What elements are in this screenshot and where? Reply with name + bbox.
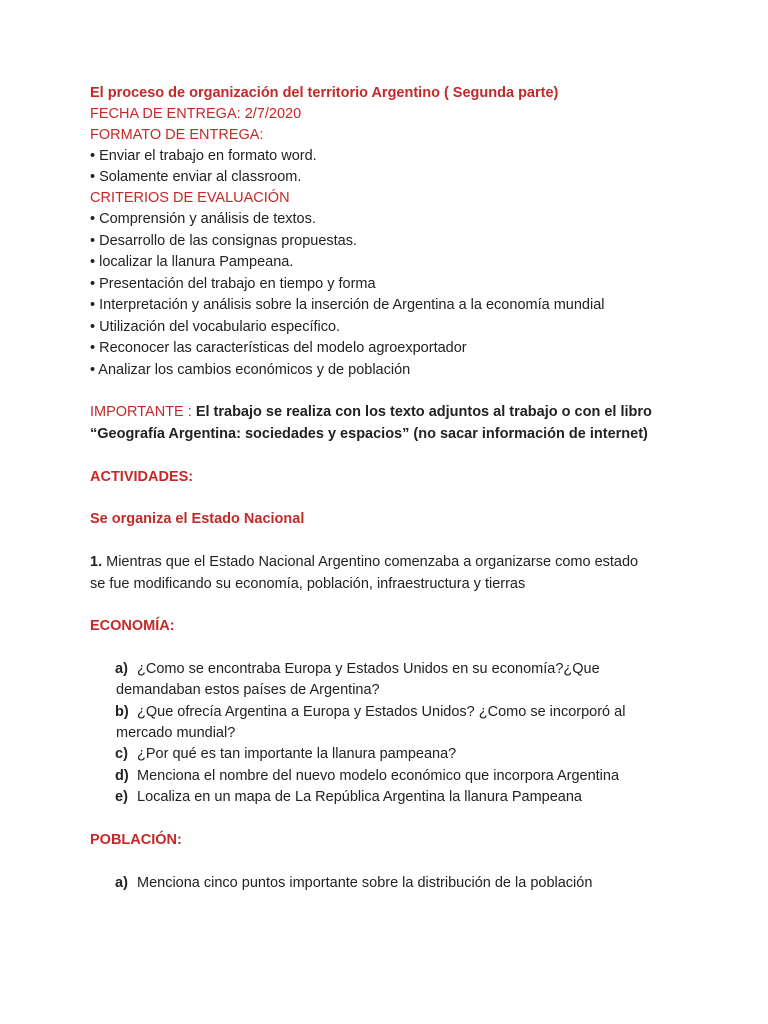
question-1 xyxy=(90,553,638,571)
item-label: a) xyxy=(115,661,128,677)
item-text: Menciona el nombre del nuevo modelo económico que incorpora Argentina xyxy=(137,768,620,784)
item-text: Menciona cinco puntos importante sobre la distribución de la población xyxy=(137,875,593,891)
important-note xyxy=(90,403,652,421)
question-text: Mientras que el Estado Nacional Argentino comenzaba a organizarse como estado xyxy=(102,554,639,570)
document-title: El proceso de organización del territorio Argentino ( Segunda parte) xyxy=(90,85,559,101)
section-heading-economia: ECONOMÍA: xyxy=(90,618,175,634)
item-text: ¿Por qué es tan importante la llanura pampeana? xyxy=(137,746,457,762)
item-continued: demandaban estos países de Argentina? xyxy=(116,682,380,698)
section-heading-poblacion: POBLACIÓN: xyxy=(90,832,182,848)
important-label: IMPORTANTE : xyxy=(90,404,196,420)
item-text: ¿Como se encontraba Europa y Estados Unidos en su economía?¿Que xyxy=(137,661,600,677)
list-item xyxy=(115,874,592,892)
list-item xyxy=(115,767,619,785)
criteria-item: • Comprensión y análisis de textos. xyxy=(90,211,316,227)
format-heading: FORMATO DE ENTREGA: xyxy=(90,127,264,143)
criteria-item: • Reconocer las características del modelo agroexportador xyxy=(90,340,467,356)
activities-heading: ACTIVIDADES: xyxy=(90,469,194,485)
question-1-continued: se fue modificando su economía, población, infraestructura y tierras xyxy=(90,576,526,592)
item-label: c) xyxy=(115,746,128,762)
item-continued: mercado mundial? xyxy=(116,725,236,741)
section-heading-estado: Se organiza el Estado Nacional xyxy=(90,511,305,527)
item-label: a) xyxy=(115,875,128,891)
question-number: 1. xyxy=(90,554,103,570)
criteria-item: • localizar la llanura Pampeana. xyxy=(90,254,294,270)
important-text-continued: “Geografía Argentina: sociedades y espacios” (no sacar información de internet) xyxy=(90,426,648,442)
item-label: b) xyxy=(115,704,129,720)
item-text: ¿Que ofrecía Argentina a Europa y Estados Unidos? ¿Como se incorporó al xyxy=(137,704,626,720)
list-item xyxy=(115,788,582,806)
criteria-item: • Desarrollo de las consignas propuestas. xyxy=(90,233,358,249)
list-item xyxy=(115,660,600,678)
format-item: • Enviar el trabajo en formato word. xyxy=(90,148,317,164)
criteria-heading: CRITERIOS DE EVALUACIÓN xyxy=(90,190,290,206)
criteria-item: • Interpretación y análisis sobre la inserción de Argentina a la economía mundial xyxy=(90,297,605,313)
important-text: El trabajo se realiza con los texto adjuntos al trabajo o con el libro xyxy=(195,404,652,420)
item-label: e) xyxy=(115,789,128,805)
list-item xyxy=(115,745,456,763)
list-item xyxy=(115,703,625,721)
criteria-item: • Presentación del trabajo en tiempo y forma xyxy=(90,276,376,292)
item-label: d) xyxy=(115,768,129,784)
item-text: Localiza en un mapa de La República Argentina la llanura Pampeana xyxy=(137,789,582,805)
due-date: FECHA DE ENTREGA: 2/7/2020 xyxy=(90,106,302,122)
criteria-item: • Utilización del vocabulario específico. xyxy=(90,319,341,335)
format-item: • Solamente enviar al classroom. xyxy=(90,169,302,185)
criteria-item: • Analizar los cambios económicos y de población xyxy=(90,362,411,378)
